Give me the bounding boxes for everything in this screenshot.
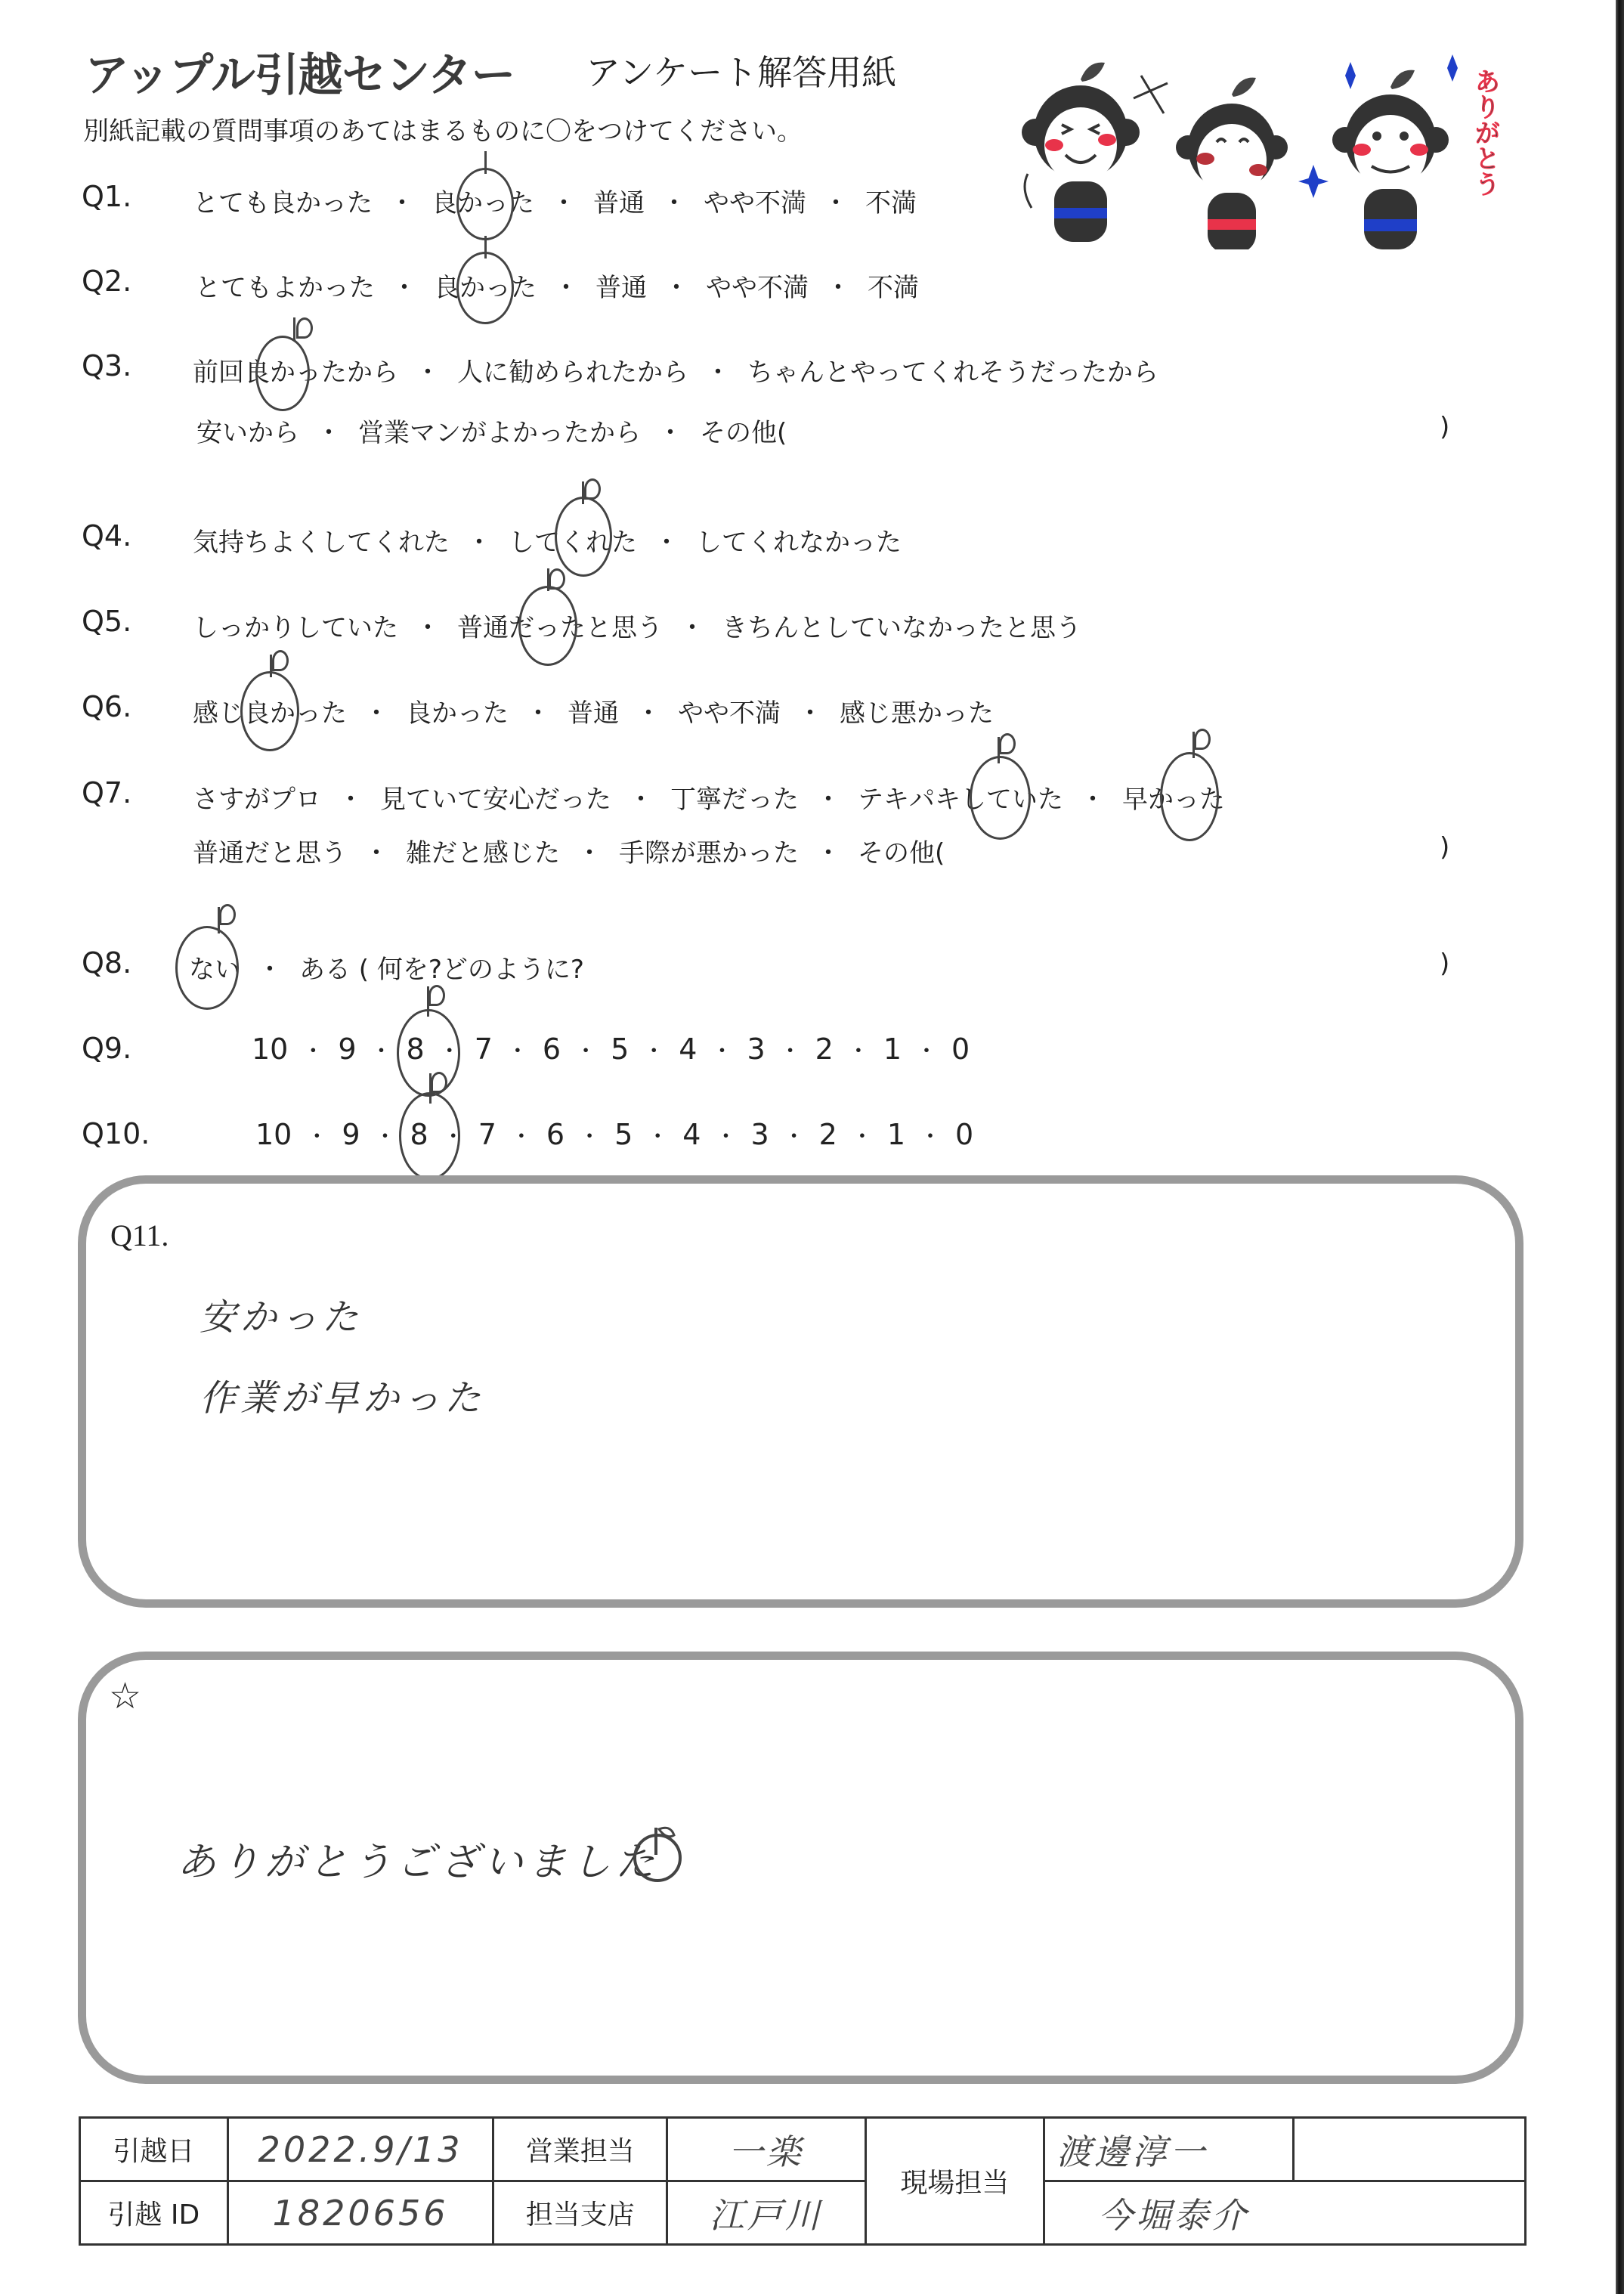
q7-label: Q7. [82,776,132,810]
q6-option[interactable]: 普通 [568,698,619,729]
q5-option[interactable]: しっかりしていた [193,613,398,643]
q10-value[interactable]: 9 [342,1118,360,1151]
q7-option-selected[interactable]: テキパキしていた [858,785,1063,815]
q7-option[interactable]: さすがプロ [193,785,321,815]
mascot-illustration [990,45,1504,249]
q10-value[interactable]: 2 [818,1118,837,1151]
move-id-value[interactable]: 1820656 [227,2181,493,2245]
q8-options: ない ・ ある ( 何を?どのように? [189,949,584,986]
mascot-2 [1176,78,1288,249]
apple-leaf-mark [999,733,1016,754]
q1-label: Q1. [82,180,132,213]
q7-option[interactable]: 丁寧だった [670,785,799,815]
company-name: アップル引越センター [85,49,515,102]
apple-leaf-mark [296,317,313,339]
q7-close-paren: ) [1440,832,1450,862]
instruction-text: 別紙記載の質問事項のあてはまるものに〇をつけてください。 [83,116,803,147]
comment-text: ありがとうございました [177,1840,660,1885]
q8-option[interactable]: ある ( 何を?どのように? [299,955,584,985]
scan-edge [1616,0,1624,2294]
site-staff-empty-cell[interactable] [1293,2118,1525,2181]
q6-label: Q6. [82,690,132,723]
q9-value[interactable]: 0 [951,1032,970,1066]
apple-doodle-icon [629,1820,689,1884]
sales-rep-value[interactable]: 一楽 [667,2118,866,2181]
q10-value[interactable]: 1 [886,1118,906,1151]
q9-value-selected[interactable]: 8 [406,1032,425,1066]
q5-options: しっかりしていた ・ 普通だったと思う ・ きちんとしていなかったと思う [193,607,1081,644]
q4-option[interactable]: 気持ちよくしてくれた [193,528,450,558]
q6-options: 感じ良かった ・ 良かった ・ 普通 ・ やや不満 ・ 感じ悪かった [193,692,994,729]
q9-value[interactable]: 3 [747,1032,766,1066]
q9-value[interactable]: 6 [542,1032,561,1066]
q1-option[interactable]: 不満 [865,188,917,218]
site-staff-value[interactable]: 今堀泰介 [1044,2181,1526,2245]
apple-stem-mark [293,317,295,340]
apple-stem-mark [484,236,487,259]
q3-option-other[interactable]: その他( [700,418,787,448]
q8-close-paren: ) [1440,949,1450,979]
q2-option[interactable]: とてもよかった [195,273,375,303]
q4-option[interactable]: してくれなかった [696,528,902,558]
q4-option-selected[interactable]: してくれた [509,528,637,558]
q3-option-selected[interactable]: 前回良かったから [193,358,398,388]
q1-option[interactable]: とても良かった [193,188,373,218]
star-icon: ☆ [109,1676,142,1717]
q2-label: Q2. [82,265,132,298]
q7-option-selected[interactable]: 早かった [1122,785,1225,815]
q4-options: 気持ちよくしてくれた ・ してくれた ・ してくれなかった [193,522,902,559]
q9-value[interactable]: 7 [474,1032,493,1066]
q5-label: Q5. [82,605,132,638]
apple-leaf-mark [219,904,236,925]
q3-options-row2: 安いから ・ 営業マンがよかったから ・ その他( [196,412,787,449]
q3-option[interactable]: 安いから [196,418,299,448]
q9-scale: 10 ・ 9 ・ 8 ・ 7 ・ 6 ・ 5 ・ 4 ・ 3 ・ 2 ・ 1 ・ 0 [252,1032,970,1066]
q10-value[interactable]: 10 [255,1118,292,1151]
q6-option[interactable]: 感じ悪かった [840,698,994,729]
info-table [79,2116,1527,2246]
apple-leaf-mark [428,985,445,1006]
form-title: アンケート解答用紙 [586,52,897,93]
mascot-3 [1332,70,1449,249]
q1-option[interactable]: やや不満 [704,188,806,218]
q11-answer-line: 作業が早かった [200,1377,486,1419]
apple-leaf-mark [272,650,289,671]
q7-option[interactable]: 普通だと思う [193,838,347,868]
q10-value[interactable]: 5 [614,1118,633,1151]
sparkle-lines [1134,76,1168,113]
q3-label: Q3. [82,349,132,382]
q10-scale: 10 ・ 9 ・ 8 ・ 7 ・ 6 ・ 5 ・ 4 ・ 3 ・ 2 ・ 1 ・ 0 [255,1118,974,1151]
q10-value[interactable]: 4 [682,1118,701,1151]
q3-option[interactable]: ちゃんとやってくれそうだったから [747,358,1158,388]
q10-value[interactable]: 7 [478,1118,496,1151]
site-staff-label: 現場担当 [865,2118,1044,2245]
apple-stem-mark [484,151,487,174]
q10-value-selected[interactable]: 8 [410,1118,428,1151]
q3-options: 前回良かったから ・ 人に勧められたから ・ ちゃんとやってくれそうだったから [193,351,1158,389]
q2-option[interactable]: 普通 [595,273,647,303]
comment-box[interactable] [78,1652,1523,2084]
q2-option[interactable]: やや不満 [706,273,809,303]
q6-option[interactable]: 良かった [406,698,509,729]
q7-option[interactable]: 手際が悪かった [619,838,799,868]
q8-option-selected[interactable]: ない [189,955,240,985]
move-date-value[interactable]: 2022.9/13 [227,2118,493,2181]
move-date-label: 引越日 [80,2118,228,2181]
q7-options-row2: 普通だと思う ・ 雑だと感じた ・ 手際が悪かった ・ その他( [193,832,945,869]
q7-options: さすがプロ ・ 見ていて安心だった ・ 丁寧だった ・ テキパキしていた ・ 早かった [193,779,1225,816]
q9-value[interactable]: 10 [252,1032,289,1066]
mascot-1 [1022,63,1140,242]
q7-option[interactable]: 見ていて安心だった [380,785,611,815]
q5-option-selected[interactable]: 普通だったと思う [457,613,663,643]
q10-value[interactable]: 6 [546,1118,565,1151]
q6-option[interactable]: やや不満 [678,698,781,729]
q8-label: Q8. [82,946,132,980]
q1-option-selected[interactable]: 良かった [432,188,534,218]
q1-options: とても良かった ・ 良かった ・ 普通 ・ やや不満 ・ 不満 [193,182,917,219]
mascot-thanks-text: ありがとう [1470,68,1500,197]
apple-leaf-mark [1194,729,1211,750]
site-staff-value[interactable]: 渡邊淳一 [1044,2118,1293,2181]
move-id-label: 引越 ID [80,2181,228,2245]
apple-leaf-mark [584,478,601,500]
q10-value[interactable]: 3 [750,1118,769,1151]
q10-value[interactable]: 0 [955,1118,974,1151]
q11-answer-box[interactable] [78,1175,1523,1608]
q2-options: とてもよかった ・ 良かった ・ 普通 ・ やや不満 ・ 不満 [195,267,919,304]
q9-label: Q9. [82,1032,132,1065]
q9-value[interactable]: 5 [611,1032,629,1066]
q6-option-selected[interactable]: 感じ良かった [193,698,347,729]
q1-option[interactable]: 普通 [593,188,645,218]
q3-option[interactable]: 営業マンがよかったから [358,418,641,448]
apple-leaf-mark [549,568,565,590]
q7-option[interactable]: 雑だと感じた [406,838,560,868]
q3-option[interactable]: 人に勧められたから [457,358,688,388]
q3-close-paren: ) [1440,412,1450,442]
q9-value[interactable]: 4 [679,1032,698,1066]
q5-option[interactable]: きちんとしていなかったと思う [722,613,1081,643]
q4-label: Q4. [82,519,132,553]
q10-label: Q10. [82,1117,150,1150]
branch-value[interactable]: 江戸川 [667,2181,866,2245]
branch-label: 担当支店 [493,2181,667,2245]
q11-label: Q11. [110,1218,169,1252]
q2-option[interactable]: 不満 [868,273,919,303]
sales-rep-label: 営業担当 [493,2118,667,2181]
q9-value[interactable]: 9 [338,1032,357,1066]
q9-value[interactable]: 1 [883,1032,902,1066]
q9-value[interactable]: 2 [815,1032,834,1066]
apple-leaf-mark [431,1072,447,1093]
q2-option-selected[interactable]: 良かった [434,273,537,303]
q7-option-other[interactable]: その他( [858,838,945,868]
q11-answer-line: 安かった [200,1296,363,1339]
